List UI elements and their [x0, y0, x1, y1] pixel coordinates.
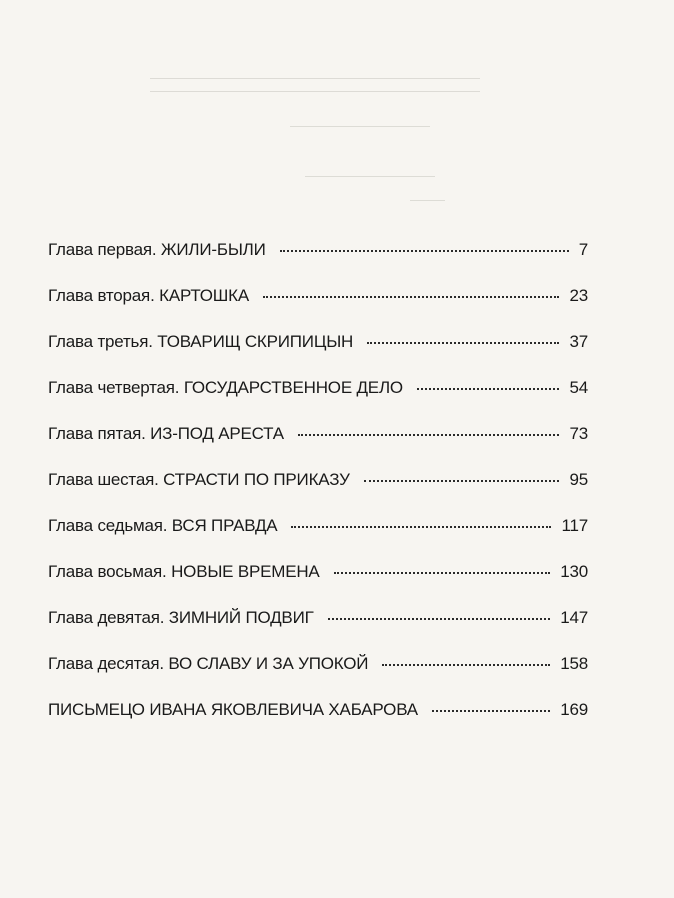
leader-dots [334, 572, 551, 574]
leader-dots [328, 618, 551, 620]
leader-dots [364, 480, 560, 482]
toc-entry [48, 240, 588, 286]
show-through-text [410, 200, 445, 207]
toc-entry-title: Глава пятая. ИЗ-ПОД АРЕСТА [48, 424, 284, 443]
toc-entry-page: 95 [569, 470, 588, 489]
leader-dots [298, 434, 560, 436]
show-through-text [150, 78, 480, 92]
toc-entry-page: 169 [560, 700, 588, 719]
leader-dots [280, 250, 569, 252]
leader-dots [291, 526, 551, 528]
toc-entry [48, 700, 588, 746]
toc-entry [48, 378, 588, 424]
toc-entry [48, 562, 588, 608]
toc-entry-page: 158 [560, 654, 588, 673]
toc-entry-title: Глава третья. ТОВАРИЩ СКРИПИЦЫН [48, 332, 354, 351]
toc-entry [48, 654, 588, 700]
toc-entry [48, 424, 588, 470]
toc-entry-page: 7 [578, 240, 588, 259]
leader-dots [432, 710, 550, 712]
leader-dots [367, 342, 559, 344]
toc-entry-page: 54 [569, 378, 588, 397]
toc-entry-title: Глава седьмая. ВСЯ ПРАВДА [48, 516, 278, 535]
toc-entry-title: Глава первая. ЖИЛИ-БЫЛИ [48, 240, 266, 259]
toc-entry-title: Глава восьмая. НОВЫЕ ВРЕМЕНА [48, 562, 320, 581]
show-through-text [305, 176, 435, 187]
toc-entry [48, 516, 588, 562]
leader-dots [263, 296, 559, 298]
toc-entry [48, 332, 588, 378]
toc-entry-page: 37 [569, 332, 588, 351]
toc-entry-title: Глава четвертая. ГОСУДАРСТВЕННОЕ ДЕЛО [48, 378, 403, 397]
toc-entry-page: 73 [569, 424, 588, 443]
toc-entry-title: Глава вторая. КАРТОШКА [48, 286, 249, 305]
toc-entry-title: Глава шестая. СТРАСТИ ПО ПРИКАЗУ [48, 470, 350, 489]
leader-dots [382, 664, 550, 666]
toc-entry [48, 608, 588, 654]
show-through-text [290, 126, 430, 137]
toc-entry-title: ПИСЬМЕЦО ИВАНА ЯКОВЛЕВИЧА ХАБАРОВА [48, 700, 418, 719]
toc-entry-title: Глава девятая. ЗИМНИЙ ПОДВИГ [48, 608, 314, 627]
toc-entry-page: 130 [560, 562, 588, 581]
toc-entry-page: 23 [569, 286, 588, 305]
toc-entry [48, 470, 588, 516]
leader-dots [417, 388, 560, 390]
toc-entry-title: Глава десятая. ВО СЛАВУ И ЗА УПОКОЙ [48, 654, 369, 673]
toc-entry-page: 117 [561, 516, 588, 535]
table-of-contents [48, 240, 588, 746]
toc-entry-page: 147 [560, 608, 588, 627]
toc-entry [48, 286, 588, 332]
